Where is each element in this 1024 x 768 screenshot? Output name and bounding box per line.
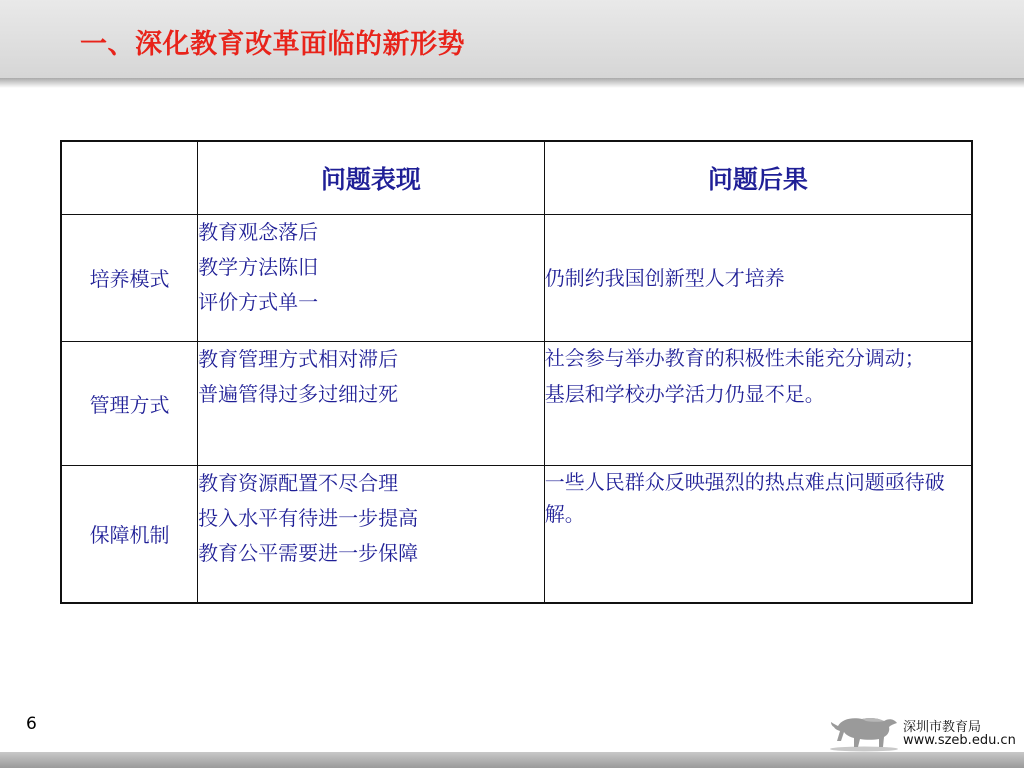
issue-item: 投入水平有待进一步提高: [198, 505, 419, 530]
issue-item: 评价方式单一: [198, 289, 319, 314]
table-row: [61, 214, 972, 341]
consequence-item: 仍制约我国创新型人才培养: [544, 265, 785, 290]
issue-item: 普遍管得过多过细过死: [198, 381, 399, 406]
row-issues: [198, 341, 545, 465]
issue-item: 教育公平需要进一步保障: [198, 540, 419, 565]
row-category: 保障机制: [61, 465, 198, 603]
header-problem-manifestation: 问题表现: [198, 141, 545, 214]
slide-title: 一、深化教育改革面临的新形势: [80, 29, 465, 60]
header-shadow: [0, 78, 1024, 88]
issue-item: 教育资源配置不尽合理: [198, 470, 399, 495]
issue-item: 教学方法陈旧: [198, 254, 319, 279]
row-consequences: [544, 214, 972, 341]
header-empty-cell: [61, 141, 198, 214]
row-issues: [198, 465, 545, 603]
issue-item: 教育管理方式相对滞后: [198, 346, 399, 371]
row-consequences: [544, 465, 972, 603]
issues-table: [60, 140, 973, 604]
consequence-item: 一些人民群众反映强烈的热点难点问题亟待破解。: [544, 469, 945, 526]
table-header-row: [61, 141, 972, 214]
consequence-item: 社会参与举办教育的积极性未能充分调动；: [544, 345, 925, 370]
consequence-item: 基层和学校办学活力仍显不足。: [544, 381, 825, 406]
bull-logo-icon: [828, 710, 900, 752]
org-name: 深圳市教育局: [903, 720, 982, 735]
org-url: www.szeb.edu.cn: [903, 733, 1016, 748]
row-category: 管理方式: [61, 341, 198, 465]
table-row: [61, 465, 972, 603]
header-problem-consequence: 问题后果: [544, 141, 972, 214]
table-row: [61, 341, 972, 465]
footer-bar: [0, 752, 1024, 768]
row-issues: [198, 214, 545, 341]
page-number: 6: [26, 714, 37, 734]
row-consequences: [544, 341, 972, 465]
row-category: 培养模式: [61, 214, 198, 341]
issue-item: 教育观念落后: [198, 219, 319, 244]
